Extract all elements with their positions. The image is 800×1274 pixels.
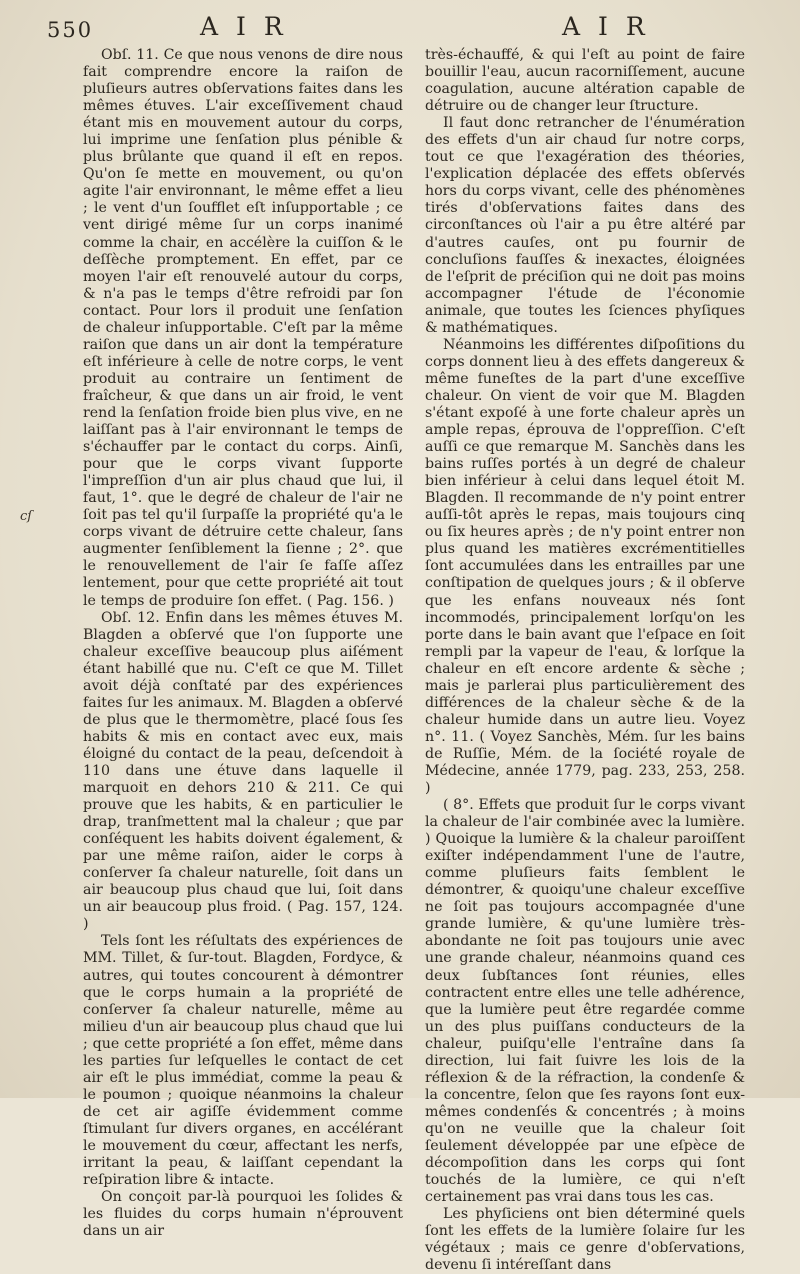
running-head-left: A I R <box>200 12 288 41</box>
paragraph-continued: très-échauffé, & qui l'eſt au point de faire bouillir l'eau, aucun racorniſſement, aucune coagulation, aucune altération capable de détruire ou de changer leur ſtructure. <box>425 47 745 115</box>
paragraph-obs-12: Obſ. 12. Enfin dans les mêmes étuves M. Blagden a obſervé que l'on ſupporte une chaleur exceſſive beaucoup plus aiſément étant habillé que nu. C'eſt ce que M. Tillet avoit déjà conſtaté par des expériences faites ſur les animaux. M. Blagden a obſervé de plus que le thermomètre, placé ſous ſes habits & mis en contact avec eux, mais éloigné du contact de la peau, deſcendoit à 110 dans une étuve dans laquelle il marquoit en dehors 210 & 211. Ce qui prouve que les habits, & en particulier le drap, tranſmettent mal la chaleur ; que par conſéquent les habits doivent également, & par une même raiſon, aider le corps à conſerver ſa chaleur naturelle, ſoit dans un air beaucoup plus chaud que lui, ſoit dans un air beaucoup plus froid. ( Pag. 157, 124. ) <box>83 609 403 933</box>
paragraph-section-8: ( 8°. Effets que produit ſur le corps vivant la chaleur de l'air combinée avec la lumière. ) Quoique la lumière & la chaleur paroiſſent exiſter indépendamment l'une de l'autre, comme pluſieurs faits ſemblent le démontrer, & quoiqu'une chaleur exceſſive ne ſoit pas toujours accompagnée d'une grande lumière, & qu'une lumière très-abondante ne ſoit pas toujours unie avec une grande chaleur, néanmoins quand ces deux ſubſtances ſont réunies, elles contractent entre elles une telle adhérence, que la lumière peut être regardée comme un des plus puiſſans conducteurs de la chaleur, puiſqu'elle l'entraîne dans ſa direction, lui fait ſuivre les lois de la réflexion & de la réfraction, la condenſe & la concentre, ſelon que ſes rayons ſont eux-mêmes condenſés & concentrés ; à moins qu'on ne veuille que la chaleur ſoit ſeulement développée par une eſpèce de décompoſition dans les corps qui ſont touchés de la lumière, ce qui n'eſt certainement pas vrai dans tous les cas. <box>425 797 745 1206</box>
left-column <box>83 47 403 1240</box>
paragraph-results: Tels ſont les réſultats des expériences de MM. Tillet, & ſur-tout. Blagden, Fordyce, & autres, qui toutes concourent à démontrer que le corps humain a la propriété de conſerver ſa chaleur naturelle, même au milieu d'un air beaucoup plus chaud que lui ; que cette propriété a ſon effet, même dans les parties ſur leſquelles le contact de cet air eſt le plus immédiat, comme la peau & le poumon ; quoique néanmoins la chaleur de cet air agiſſe évidemment comme ſtimulant ſur divers organes, en accélérant le mouvement du cœur, affectant les nerfs, irritant la peau, & laiſſant cependant la reſpiration libre & intacte. <box>83 933 403 1189</box>
paragraph-conclusion: On conçoit par-là pourquoi les ſolides & les fluides du corps humain n'éprouvent dans un air <box>83 1189 403 1240</box>
margin-annotation: cſ <box>20 509 33 524</box>
paragraph-physiciens: Les phyſiciens ont bien déterminé quels ſont les effets de la lumière ſolaire ſur les végétaux ; mais ce genre d'obſervations, devenu ſi intéreſſant dans <box>425 1206 745 1274</box>
running-head-right: A I R <box>562 12 650 41</box>
paragraph-neanmoins: Néanmoins les différentes diſpoſitions du corps donnent lieu à des effets dangereux & même funeſtes de la part d'une exceſſive chaleur. On vient de voir que M. Blagden s'étant expoſé à une forte chaleur après un ample repas, éprouva de l'oppreſſion. C'eſt auſſi ce que remarque M. Sanchès dans les bains ruſſes portés à un degré de chaleur bien inférieur à celui dans lequel étoit M. Blagden. Il recommande de n'y point entrer auſſi-tôt après le repas, mais toujours cinq ou ſix heures après ; de n'y point entrer non plus quand les matières excrémentitielles ſont accumulées dans les entrailles par une conſtipation de quelques jours ; & il obſerve que les enfans nouveaux nés ſont incommodés, principalement lorſqu'on les porte dans le bain avant que l'eſpace en ſoit rempli par la vapeur de l'eau, & lorſque la chaleur en eſt encore ardente & sèche ; mais je parlerai plus particulièrement des différences de la chaleur sèche & de la chaleur humide dans un autre lieu. Voyez n°. 11. ( Voyez Sanchès, Mém. ſur les bains de Ruſſie, Mém. de la ſociété royale de Médecine, année 1779, pag. 233, 253, 258. ) <box>425 336 745 797</box>
paragraph-retrancher: Il faut donc retrancher de l'énumération des effets d'un air chaud ſur notre corps, tout ce que l'exagération des théories, l'explication déplacée des effets obſervés hors du corps vivant, celle des phénomènes tirés d'obſervations faites dans des circonſtances où l'air a pu être altéré par d'autres cauſes, ont pu fournir de concluſions fauſſes & inexactes, éloignées de l'eſprit de préciſion qui ne doit pas moins accompagner l'étude de l'économie animale, que toutes les ſciences phyſiques & mathématiques. <box>425 115 745 336</box>
paragraph-obs-11: Obſ. 11. Ce que nous venons de dire nous fait comprendre encore la raiſon de pluſieurs autres obſervations faites dans les mêmes étuves. L'air exceſſivement chaud étant mis en mouvement autour du corps, lui imprime une ſenſation plus pénible & plus brûlante que quand il eſt en repos. Qu'on ſe mette en mouvement, ou qu'on agite l'air environnant, le même effet a lieu ; le vent d'un ſoufflet eſt inſupportable ; ce vent dirigé même ſur un corps inanimé comme la chair, en accélère la cuiſſon & le deſſèche promptement. En effet, par ce moyen l'air eſt renouvelé autour du corps, & n'a pas le temps d'être refroidi par ſon contact. Pour lors il produit une ſenſation de chaleur inſupportable. C'eſt par la même raiſon que dans un air dont la température eſt inférieure à celle de notre corps, le vent produit au contraire un ſentiment de fraîcheur, & que dans un air froid, le vent rend la ſenſation froide bien plus vive, en ne laiſſant pas à l'air environnant le temps de s'échauffer par le contact du corps. Ainſi, pour que le corps vivant ſupporte l'impreſſion d'un air plus chaud que lui, il faut, 1°. que le degré de chaleur de l'air ne ſoit pas tel qu'il ſurpaſſe la propriété qu'a le corps vivant de détruire cette chaleur, ſans augmenter ſenſiblement la ſienne ; 2°. que le renouvellement de l'air ſe faſſe aſſez lentement, pour que cette propriété ait tout le temps de produire ſon effet. ( Pag. 156. ) <box>83 47 403 609</box>
right-column <box>425 47 745 1274</box>
page-number: 550 <box>47 18 94 42</box>
